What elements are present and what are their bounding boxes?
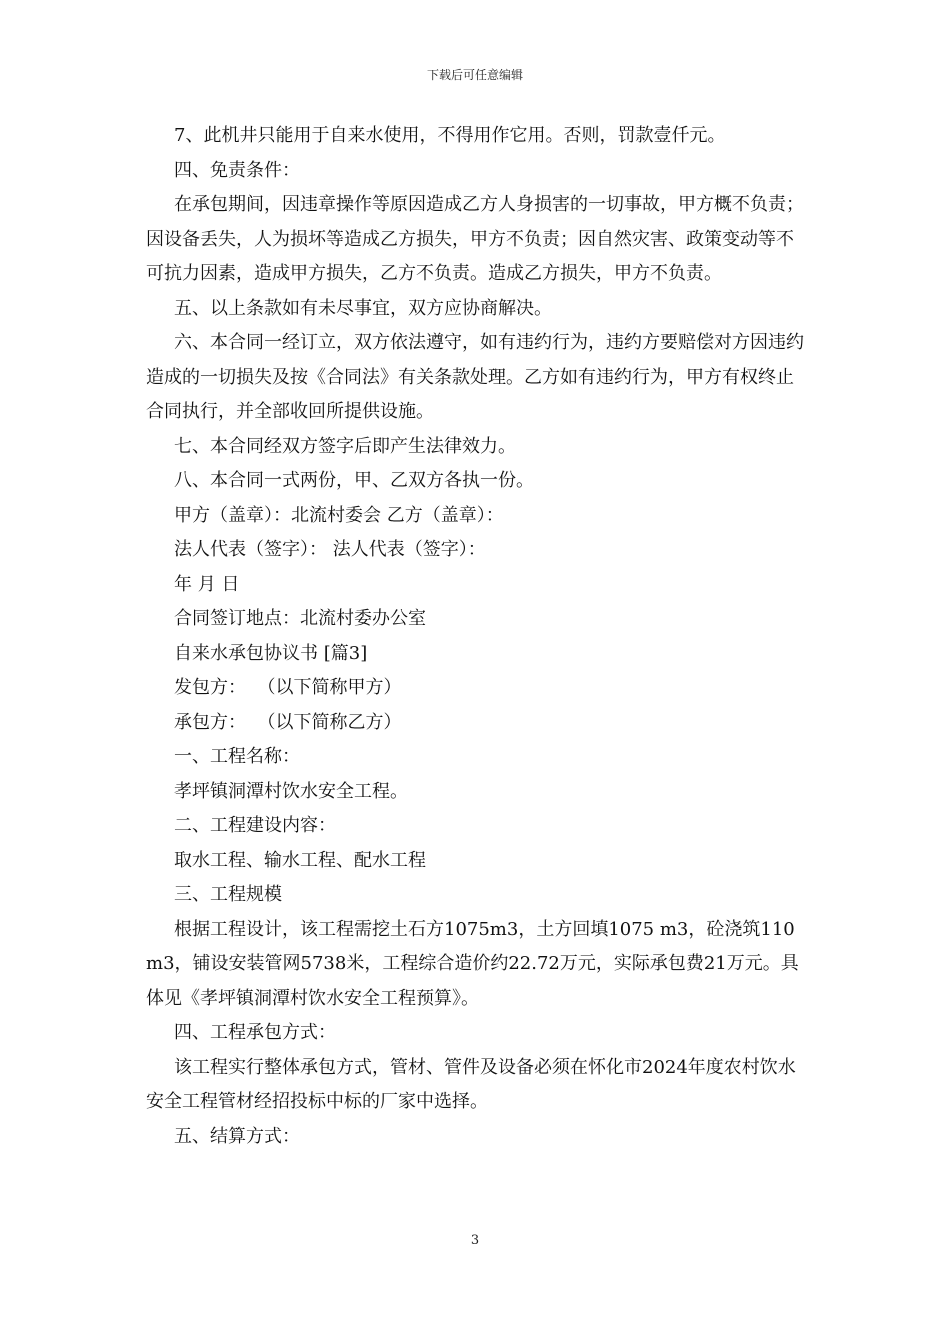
- paragraph: 在承包期间，因违章操作等原因造成乙方人身损害的一切事故，甲方概不负责；因设备丢失，人为损坏等造成乙方损失，甲方不负责；因自然灾害、政策变动等不可抗力因素，造成甲方损失，乙方不负责。造成乙方损失，甲方不负责。: [146, 194, 804, 284]
- paragraph: 六、本合同一经订立，双方依法遵守，如有违约行为，违约方要赔偿对方因违约造成的一切损失及按《合同法》有关条款处理。乙方如有违约行为，甲方有权终止合同执行，并全部收回所提供设施。: [146, 332, 804, 422]
- section-heading: 四、免责条件：: [174, 159, 300, 181]
- section-heading: 五、结算方式：: [174, 1125, 300, 1147]
- document-title: 自来水承包协议书 [篇3]: [174, 642, 368, 664]
- paragraph: 五、以上条款如有未尽事宜，双方应协商解决。: [174, 297, 552, 319]
- date-line: 年 月 日: [174, 573, 240, 595]
- paragraph: 孝坪镇洞潭村饮水安全工程。: [174, 780, 408, 802]
- header-note: 下载后可任意编辑: [426, 68, 523, 82]
- party-b-line: 承包方： （以下简称乙方）: [174, 711, 402, 733]
- signature-line-representative: 法人代表（签字）： 法人代表（签字）：: [174, 539, 486, 560]
- page-number: 3: [470, 1233, 480, 1248]
- paragraph: 根据工程设计，该工程需挖土石方1075m3，土方回填1075 m3，砼浇筑110 m3，铺设安装管网5738米，工程综合造价约22.72万元，实际承包费21万元。具体见《孝坪镇洞潭村饮水安全工程预算》。: [146, 918, 801, 1009]
- section-heading: 二、工程建设内容：: [174, 815, 336, 836]
- signing-location: 合同签订地点：北流村委办公室: [174, 608, 426, 629]
- signature-line-party: 甲方（盖章）：北流村委会 乙方（盖章）：: [174, 504, 504, 526]
- paragraph: 7、此机井只能用于自来水使用，不得用作它用。否则，罚款壹仟元。: [174, 125, 726, 146]
- paragraph: 该工程实行整体承包方式，管材、管件及设备必须在怀化市2024年度农村饮水安全工程管材经招投标中标的厂家中选择。: [146, 1056, 796, 1112]
- party-a-line: 发包方： （以下简称甲方）: [174, 677, 402, 698]
- section-heading: 一、工程名称：: [174, 746, 300, 767]
- section-heading: 四、工程承包方式：: [174, 1022, 336, 1043]
- document-body: [146, 119, 806, 1154]
- paragraph: 七、本合同经双方签字后即产生法律效力。: [174, 435, 516, 457]
- section-heading: 三、工程规模: [174, 884, 282, 905]
- paragraph: 八、本合同一式两份，甲、乙双方各执一份。: [174, 470, 534, 491]
- paragraph: 取水工程、输水工程、配水工程: [174, 849, 426, 871]
